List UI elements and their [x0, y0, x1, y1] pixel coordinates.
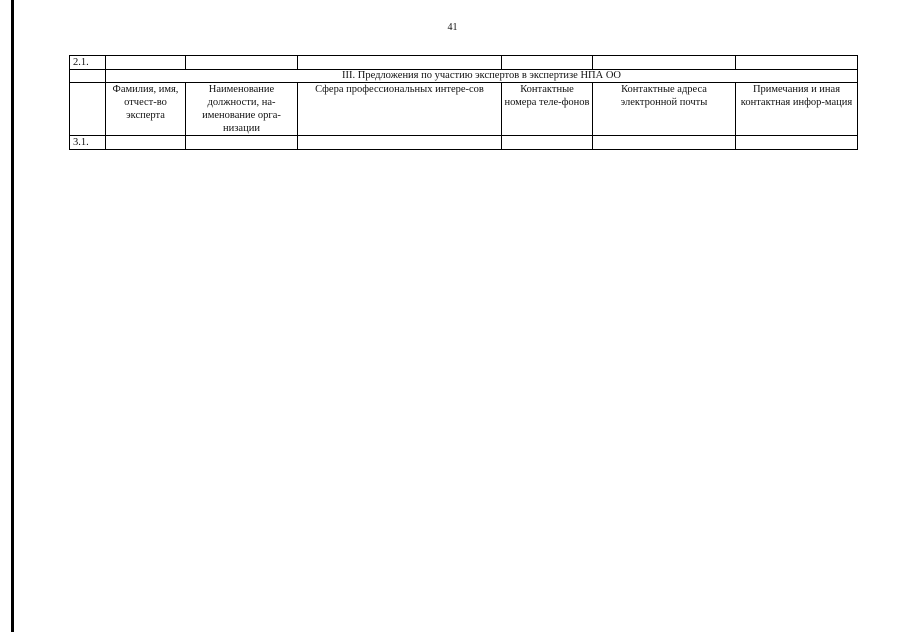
header-email-addresses: Контактные адреса электронной почты: [593, 83, 736, 136]
empty-cell: [298, 136, 502, 150]
empty-cell: [502, 56, 593, 70]
empty-cell: [593, 56, 736, 70]
empty-cell: [298, 56, 502, 70]
table-row-3-1: [70, 136, 858, 150]
empty-cell: [106, 136, 186, 150]
header-phone-numbers: Контактные номера теле-фонов: [502, 83, 593, 136]
empty-cell: [502, 136, 593, 150]
page-number: 41: [447, 22, 458, 33]
header-notes-contacts: Примечания и иная контактная инфор-мация: [736, 83, 858, 136]
row-number-cell: 3.1.: [70, 136, 106, 150]
section-3-title: III. Предложения по участию экспертов в экспертизе НПА ОО: [106, 70, 858, 83]
header-row: [70, 83, 858, 136]
experts-form-table: [69, 55, 858, 150]
header-expert-name: Фамилия, имя, отчест-во эксперта: [106, 83, 186, 136]
section-3-row: [70, 70, 858, 83]
empty-cell: [593, 136, 736, 150]
table-row-2-1: [70, 56, 858, 70]
empty-cell: [186, 56, 298, 70]
page-edge-rule: [11, 0, 14, 632]
empty-cell: [186, 136, 298, 150]
empty-cell: [70, 70, 106, 83]
empty-cell: [106, 56, 186, 70]
row-number-cell: 2.1.: [70, 56, 106, 70]
empty-cell: [70, 83, 106, 136]
header-professional-interests: Сфера профессиональных интере-сов: [298, 83, 502, 136]
empty-cell: [736, 136, 858, 150]
empty-cell: [736, 56, 858, 70]
header-position-organization: Наименование должности, на-именование орга-низации: [186, 83, 298, 136]
